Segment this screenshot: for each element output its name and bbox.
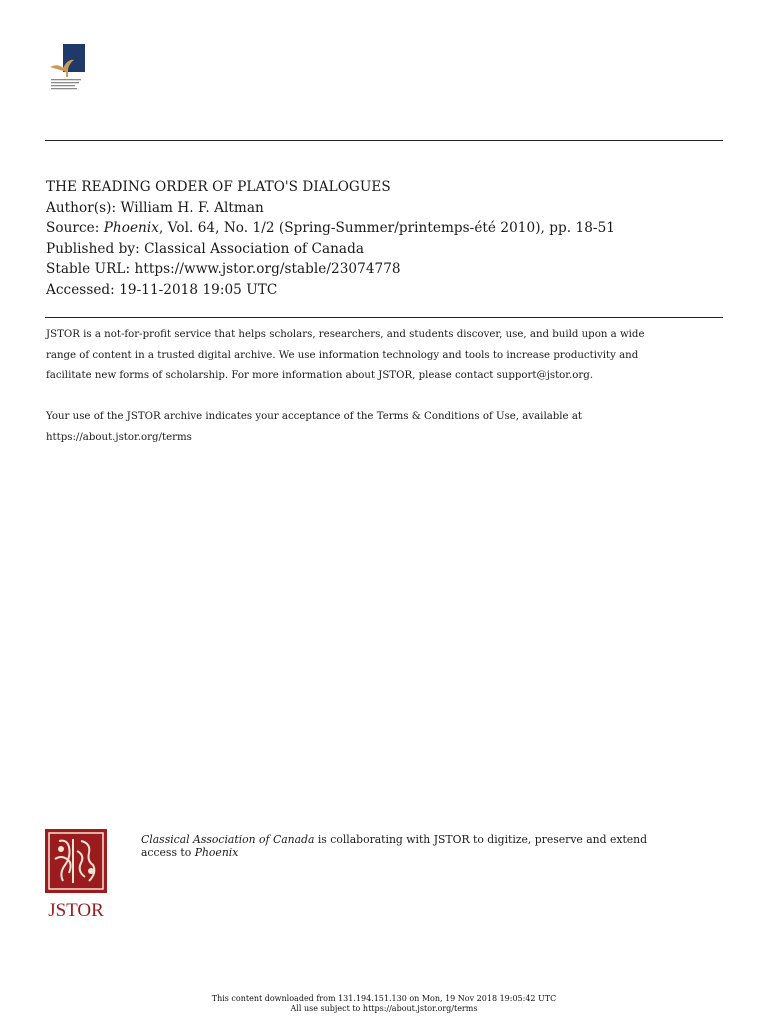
stable-url-label: Stable URL: bbox=[46, 261, 135, 277]
collaboration-prefix: access to bbox=[141, 846, 195, 859]
jstor-notice bbox=[46, 325, 736, 448]
source-details: , Vol. 64, No. 1/2 (Spring-Summer/printemps-été 2010), pp. 18-51 bbox=[158, 220, 615, 236]
source-journal: Phoenix bbox=[103, 220, 159, 236]
article-title: THE READING ORDER OF PLATO'S DIALOGUES bbox=[46, 179, 391, 195]
publisher-label: Published by: bbox=[46, 240, 145, 257]
author-line bbox=[46, 198, 726, 219]
notice-line: facilitate new forms of scholarship. For more information about JSTOR, please contact support@jstor.org. bbox=[46, 370, 594, 382]
source-line bbox=[46, 218, 726, 239]
notice-line: range of content in a trusted digital archive. We use information technology and tools to increase productivity and bbox=[46, 349, 639, 361]
footer-download-info: This content downloaded from 131.194.151.130 on Mon, 19 Nov 2018 19:05:42 UTC bbox=[211, 994, 557, 1003]
article-metadata bbox=[46, 177, 726, 300]
stable-url-link[interactable]: https://www.jstor.org/stable/23074778 bbox=[134, 261, 401, 277]
terms-link[interactable]: https://about.jstor.org/terms bbox=[46, 431, 192, 443]
collaborating-org: Classical Association of Canada bbox=[141, 833, 315, 846]
collaboration-text: is collaborating with JSTOR to digitize, preserve and extend bbox=[314, 833, 648, 846]
top-divider bbox=[45, 140, 723, 141]
jstor-logo bbox=[45, 829, 109, 921]
jstor-wordmark: JSTOR bbox=[48, 900, 104, 921]
collaboration-journal: Phoenix bbox=[194, 846, 239, 859]
accessed-label: Accessed: bbox=[46, 281, 120, 298]
footer-terms: All use subject to https://about.jstor.org/terms bbox=[290, 1004, 478, 1013]
collaboration-line-2 bbox=[141, 846, 741, 859]
stable-url-line bbox=[46, 259, 726, 280]
author-label: Author(s): bbox=[46, 199, 121, 216]
accessed-date: 19-11-2018 19:05 UTC bbox=[119, 281, 278, 298]
source-label: Source: bbox=[46, 220, 104, 236]
publisher-name: Classical Association of Canada bbox=[144, 240, 364, 257]
terms-line: Your use of the JSTOR archive indicates your acceptance of the Terms & Conditions of Use, available at bbox=[46, 411, 582, 423]
jstor-emblem bbox=[45, 829, 107, 893]
classical-association-of-canada-logo bbox=[46, 44, 94, 94]
notice-line: JSTOR is a not-for-profit service that helps scholars, researchers, and students discover, use, and build upon a wide bbox=[46, 329, 645, 340]
author-name: William H. F. Altman bbox=[120, 199, 264, 216]
collaboration-line-1 bbox=[141, 833, 741, 846]
accessed-line bbox=[46, 280, 726, 301]
collaboration-statement bbox=[141, 833, 741, 859]
download-footer bbox=[0, 994, 768, 1014]
publisher-line bbox=[46, 239, 726, 260]
middle-divider bbox=[45, 317, 723, 318]
